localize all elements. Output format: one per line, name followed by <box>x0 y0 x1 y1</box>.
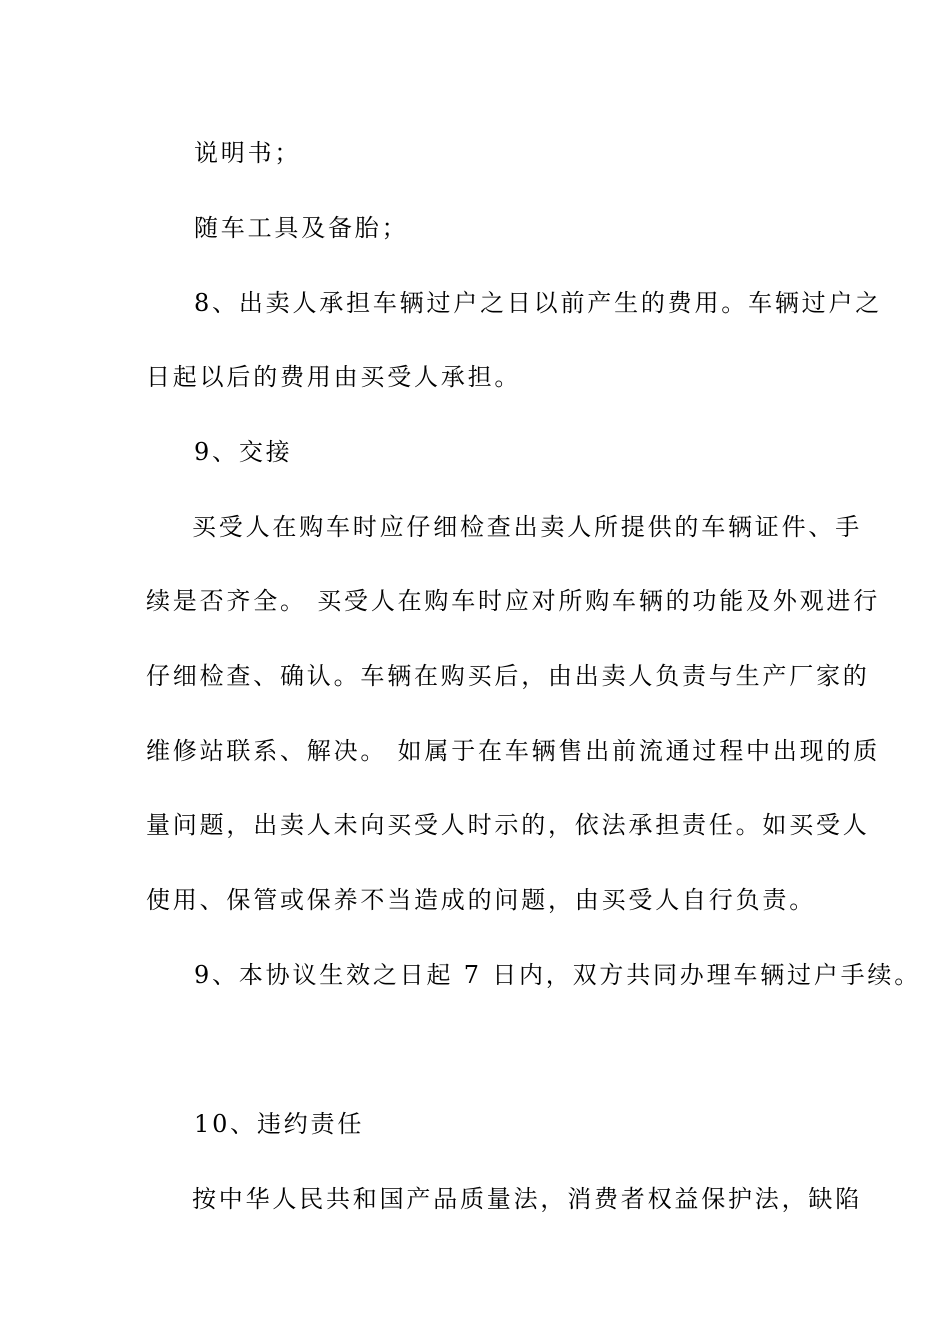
handover-line-5: 量问题，出卖人未向买受人时示的，依法承担责任。如买受人 <box>146 811 870 839</box>
handover-line-4: 维修站联系、解决。 如属于在车辆售出前流通过程中出现的质 <box>146 737 881 765</box>
text-line-manual: 说明书； <box>194 139 302 167</box>
liability-line-1: 按中华人民共和国产品质量法，消费者权益保护法，缺陷 <box>192 1185 862 1213</box>
clause-8-line-1: 8、出卖人承担车辆过户之日以前产生的费用。车辆过户之 <box>194 289 883 317</box>
handover-line-3: 仔细检查、确认。车辆在购买后，由出卖人负责与生产厂家的 <box>146 662 870 690</box>
clause-9-heading: 9、交接 <box>194 438 293 466</box>
text-line-tools-spare-tire: 随车工具及备胎； <box>194 214 409 242</box>
transfer-clause-line: 9、本协议生效之日起 7 日内，双方共同办理车辆过户手续。 <box>194 961 921 989</box>
handover-line-2: 续是否齐全。 买受人在购车时应对所购车辆的功能及外观进行 <box>146 587 881 615</box>
clause-10-heading: 10、违约责任 <box>194 1110 365 1138</box>
clause-8-line-2: 日起以后的费用由买受人承担。 <box>146 363 522 391</box>
handover-line-1: 买受人在购车时应仔细检查出卖人所提供的车辆证件、手 <box>192 513 862 541</box>
handover-line-6: 使用、保管或保养不当造成的问题，由买受人自行负责。 <box>146 886 816 914</box>
